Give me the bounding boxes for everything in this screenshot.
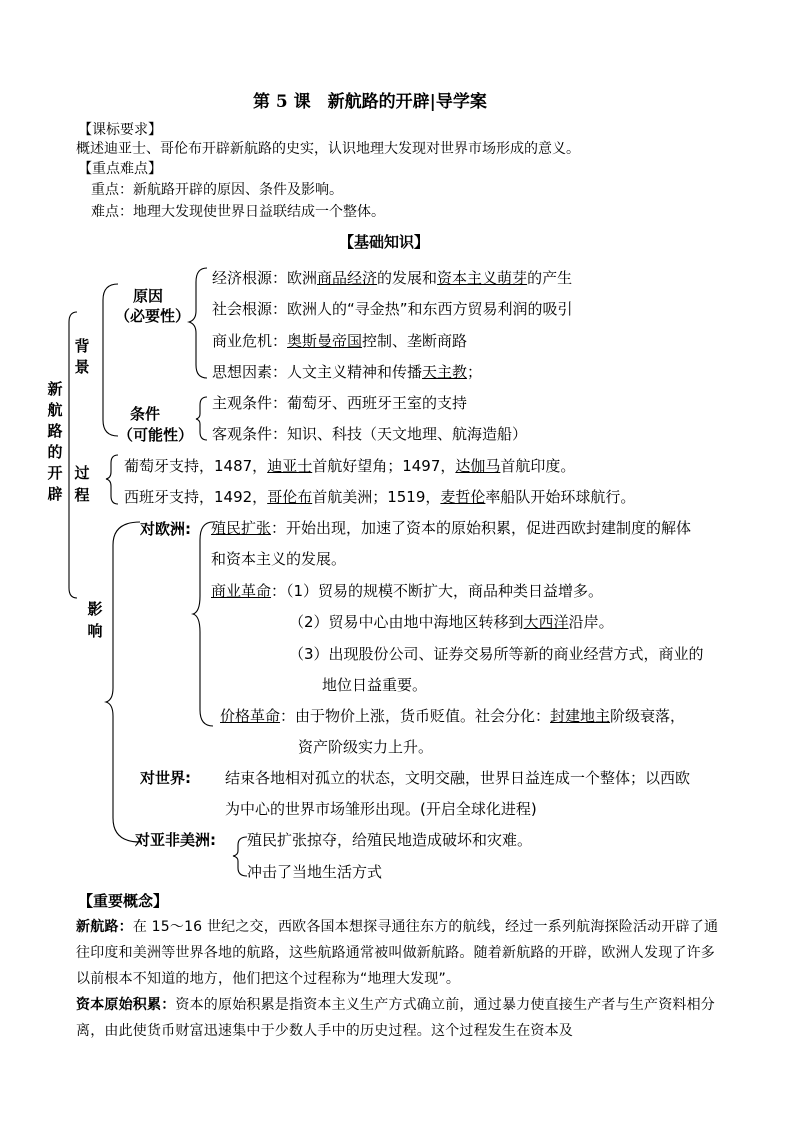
keypoints-label: 【重点难点】 — [78, 161, 162, 177]
impact-bracket — [106, 522, 140, 842]
process-spain: 西班牙支持，1492，哥伦布首航美洲；1519，麦哲伦率船队开始环球航行。 — [124, 488, 636, 506]
process-label: 过程 — [74, 464, 90, 504]
conditions-sublabel: （可能性） — [118, 426, 194, 444]
conditions-label: 条件 — [130, 405, 161, 423]
cause-ideological: 思想因素：人文主义精神和传播天主教； — [212, 363, 483, 381]
impact-commerce-line4: 地位日益重要。 — [322, 676, 428, 694]
impact-world-label: 对世界: — [140, 769, 191, 787]
concept-capital: 资本原始积累：资本的原始积累是指资本主义生产方式确立前，通过暴力使直接生产者与生产资料相分离，由此使货币财富迅速集中于少数人手中的历史过程。这个过程发生在资本及 — [76, 997, 716, 1039]
impact-asia-item-1: 殖民扩张掠夺，给殖民地造成破坏和灾难。 — [247, 831, 533, 849]
impact-commerce-line3: （3）出现股份公司、证券交易所等新的商业经营方式，商业的 — [289, 645, 704, 663]
condition-subjective: 主观条件：葡萄牙、西班牙王室的支持 — [212, 394, 468, 412]
topic-text: 新航路的开辟 — [47, 380, 63, 503]
process-portugal: 葡萄牙支持，1487，迪亚士首航好望角；1497，达伽马首航印度。 — [124, 457, 576, 475]
concepts-label: 【重要概念】 — [78, 892, 169, 910]
impact-world-line2: 为中心的世界市场雏形出现。(开启全球化进程) — [225, 800, 537, 818]
topic-vertical-label — [46, 379, 64, 505]
impact-commerce-line1: 商业革命：（1）贸易的规模不断扩大，商品种类日益增多。 — [211, 582, 604, 600]
cause-social: 社会根源：欧洲人的“寻金热”和东西方贸易利润的吸引 — [212, 300, 573, 318]
cause-economic: 经济根源：欧洲商品经济的发展和资本主义萌芽的产生 — [212, 269, 573, 287]
requirements-label: 【课标要求】 — [78, 122, 162, 138]
background-label: 背景 — [74, 337, 90, 376]
impact-price-line1: 价格革命：由于物价上涨，货币贬值。社会分化：封建地主阶级衰落， — [220, 707, 686, 725]
impact-colonial-line1: 殖民扩张：开始出现，加速了资本的原始积累，促进西欧封建制度的解体 — [211, 519, 692, 537]
impact-colonial-line2: 和资本主义的发展。 — [211, 550, 347, 568]
asia-bracket — [233, 837, 247, 876]
impact-asia-label: 对亚非美洲: — [135, 831, 216, 849]
keypoint-difficulty: 难点：地理大发现使世界日益联结成一个整体。 — [91, 204, 385, 220]
causes-label: 原因 — [133, 287, 164, 305]
impact-price-line2: 资产阶级实力上升。 — [298, 738, 434, 756]
requirements-text: 概述迪亚士、哥伦布开辟新航路的史实，认识地理大发现对世界市场形成的意义。 — [76, 141, 580, 157]
impact-world-line1: 结束各地相对孤立的状态，文明交融，世界日益连成一个整体；以西欧 — [225, 769, 691, 787]
keypoint-focus: 重点：新航路开辟的原因、条件及影响。 — [91, 182, 343, 198]
condition-objective: 客观条件：知识、科技（天文地理、航海造船） — [212, 425, 528, 443]
cause-commercial: 商业危机：奥斯曼帝国控制、垄断商路 — [212, 332, 468, 350]
europe-bracket — [193, 522, 213, 726]
impact-asia-item-2: 冲击了当地生活方式 — [247, 863, 383, 881]
impact-europe-label: 对欧洲: — [140, 520, 191, 538]
conditions-bracket — [196, 397, 207, 440]
basics-heading: 【基础知识】 — [339, 233, 430, 251]
causes-bracket — [189, 268, 207, 378]
impact-label: 影响 — [87, 600, 103, 640]
concept-new-route: 新航路：在 15～16 世纪之交，西欧各国本想探寻通往东方的航线，经过一系列航海探险活动开辟了通往印度和美洲等世界各地的航路，这些航路通常被叫做新航路。随着新航路的开辟，欧洲人发现了许多以前根本不知道的地方，他们把这个过程称为“地理大发现”。 — [76, 919, 719, 987]
causes-sublabel: （必要性） — [115, 307, 191, 325]
impact-commerce-line2: （2）贸易中心由地中海地区转移到大西洋沿岸。 — [289, 613, 614, 631]
process-bracket — [106, 455, 118, 504]
page-title: 第 5 课 新航路的开辟|导学案 — [253, 92, 487, 112]
